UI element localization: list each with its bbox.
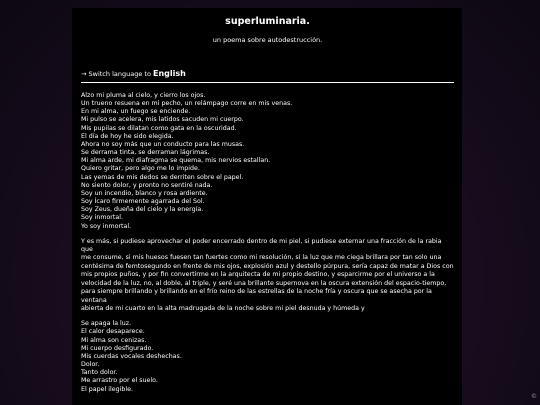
poem-line: Las yemas de mis dedos se derriten sobre el papel. [81,173,244,181]
stanza-1 [81,92,454,231]
poem-line: Mis pupilas se dilatan como gata en la oscuridad. [81,124,237,132]
poem-line: Soy un incendio, blanco y rosa ardiente. [81,189,208,197]
poem-line: Un trueno resuena en mi pecho, un relámpago corre en mis venas. [81,100,293,108]
poem-line: Mi cuerpo desfigurado. [81,344,154,352]
poem-line: Se apaga la luz. [81,320,132,328]
language-switch-prefix: → Switch language to [81,70,153,78]
poem-line: El calor desaparece. [81,328,145,336]
language-switch-link[interactable]: English [153,69,186,78]
language-switcher [81,69,454,79]
poem-body [81,92,454,394]
divider [81,82,454,83]
poem-line: Mi alma arde, mi diafragma se quema, mis nervios estallan. [81,157,271,165]
poem-line: Soy Ícaro firmemente agarrada del Sol. [81,198,205,206]
poem-line: Tanto dolor. [81,369,118,377]
page-title: superluminaria. [225,16,310,27]
poem-line: Quiero gritar, pero algo me lo impide. [81,165,200,173]
stanza-2 [81,320,454,393]
content-panel [72,8,462,405]
poem-line: Alzo mi pluma al cielo, y cierro los ojos. [81,92,206,99]
poem-line: Se derrama tinta, se derraman lágrimas. [81,149,210,157]
poem-line: Dolor. [81,361,100,369]
poem-line: Me arrastro por el suelo. [81,377,158,385]
poem-line: El papel ilegible. [81,385,133,393]
poem-line: El día de hoy he sido elegida. [81,132,174,140]
poem-line: En mi alma, un fuego se enciende. [81,108,191,116]
poem-line: Ahora no soy más que un conducto para las musas. [81,140,245,148]
prose-paragraph: Y es más, si pudiese aprovechar el poder encerrado dentro de mi piel, si pudiese externar una fracción de la rabia que me consume, si mis huesos fuesen tan fuertes como mi resolución, si la luz que me ciega brillara por tan solo una centésima de femtosegundo en frente de mis ojos, explosión azul y destello púrpura, sería capaz de matar a Dios con mis propios puños, y por fin convertirme en la arquitecta de mi propio destino, y esparcirme por el universo a la velocidad de la luz, no, al doble, al triple, y seré una brillante supernova en la oscura extensión del espacio-tiempo, para siempre brillando y brillando en el frío reino de las estrellas de la noche fría y oscura que se asecha por la ventana abierta de mi cuarto en la alta madrugada de la noche sobre mi piel desnuda y húmeda y [81,237,454,312]
copyright-mark: © [531,393,537,400]
poem-line: Soy Zeus, dueña del cielo y la energía. [81,206,204,214]
page-subtitle: un poema sobre autodestrucción. [212,36,323,44]
content-inner [72,16,462,394]
poem-line: Mi alma son cenizas. [81,336,147,344]
poem-line: No siento dolor, y pronto no sentiré nada. [81,181,213,189]
poem-line: Mi pulso se acelera, mis latidos sacuden mi cuerpo. [81,116,244,124]
poem-line: Mis cuerdas vocales deshechas. [81,352,182,360]
poem-line: Yo soy inmortal. [81,222,132,230]
poem-line: Soy inmortal. [81,214,123,222]
